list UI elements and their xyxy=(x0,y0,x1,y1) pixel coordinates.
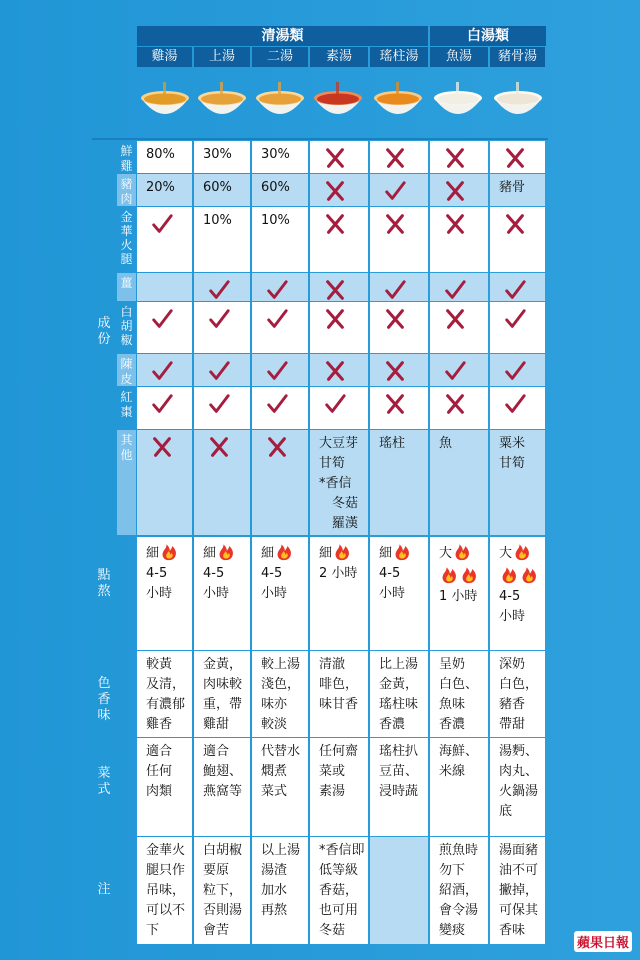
flame-icon xyxy=(439,564,459,584)
category-label-ingredients: 成 份 xyxy=(97,316,111,347)
cell-text: 比上湯 金黃， 瑤柱味 香濃 xyxy=(379,657,419,732)
cross-icon xyxy=(384,393,406,415)
cell-text: 60% xyxy=(203,180,232,195)
cell-text: 白胡椒 要原 粒下， 否則湯 會苦 xyxy=(203,843,243,938)
flame-group xyxy=(159,546,179,561)
table-cell xyxy=(194,387,250,429)
table-cell xyxy=(370,387,428,429)
heat-size-label: 大 xyxy=(439,546,453,561)
table-cell xyxy=(310,273,368,301)
section-label-strip xyxy=(117,537,136,650)
table-cell-dish xyxy=(430,738,488,836)
soup-bowl-image xyxy=(139,82,191,128)
table-cell-note xyxy=(252,837,308,944)
heat-time: 2 小時 xyxy=(319,566,358,581)
cross-icon xyxy=(444,308,466,330)
table-cell xyxy=(430,430,488,535)
table-cell xyxy=(430,354,488,386)
column-header: 瑤柱湯 xyxy=(370,47,428,67)
heat-time: 4-5 小時 xyxy=(203,566,230,601)
cell-text: 粟米 甘筍 xyxy=(499,436,526,471)
cell-text: 30% xyxy=(203,147,232,162)
heat-size-label: 大 xyxy=(499,546,513,561)
category-label-color: 色 香 味 xyxy=(97,676,111,723)
cell-text: 較黃 及清， 有濃郁 雞香 xyxy=(146,657,186,732)
cell-text: 煎魚時 勿下 紹酒， 會令湯 變痰 xyxy=(439,843,479,938)
soup-bowl-image xyxy=(372,82,424,128)
cell-text: 魚 xyxy=(439,436,453,451)
soup-bowl-image xyxy=(432,82,484,128)
cell-text: 金華火 腿只作 吊味， 可以不 下 xyxy=(146,843,186,938)
category-label-dish: 菜 式 xyxy=(97,766,111,797)
flame-icon xyxy=(519,564,539,584)
table-cell-heat xyxy=(310,537,368,650)
check-icon xyxy=(151,308,173,330)
section-label-strip xyxy=(117,837,136,944)
table-cell xyxy=(137,207,192,272)
cell-text: 海鮮、 米線 xyxy=(439,744,479,779)
cell-text: 瑤柱扒 豆苗、 浸時蔬 xyxy=(379,744,419,799)
table-cell-note xyxy=(370,837,428,944)
soup-bowl-icon xyxy=(254,82,306,128)
cell-text: 適合 鮑翅、 燕窩等 xyxy=(203,744,243,799)
table-cell xyxy=(194,141,250,173)
table-cell-color xyxy=(490,651,545,737)
category-label-heat: 點 熬 xyxy=(97,568,111,599)
column-header: 上湯 xyxy=(194,47,250,67)
soup-bowl-icon xyxy=(372,82,424,128)
table-cell xyxy=(430,302,488,353)
row-label: 紅 棗 xyxy=(120,390,133,419)
table-cell xyxy=(370,174,428,206)
heat-size-label: 細 xyxy=(146,546,160,561)
cross-icon xyxy=(324,180,346,202)
cell-text: 湯麪、 肉丸、 火鍋湯 底 xyxy=(499,744,539,819)
check-icon xyxy=(266,360,288,382)
table-cell xyxy=(194,302,250,353)
table-cell-heat xyxy=(194,537,250,650)
table-cell-dish xyxy=(194,738,250,836)
cross-icon xyxy=(324,213,346,235)
cross-icon xyxy=(324,360,346,382)
heat-size-label: 細 xyxy=(379,546,393,561)
cross-icon xyxy=(324,147,346,169)
soup-bowl-image xyxy=(196,82,248,128)
cross-icon xyxy=(324,279,346,301)
row-label: 白 胡 椒 xyxy=(120,305,133,347)
cell-text: 任何齋 菜或 素湯 xyxy=(319,744,359,799)
cell-text: 30% xyxy=(261,147,290,162)
soup-bowl-icon xyxy=(196,82,248,128)
table-cell-heat xyxy=(252,537,308,650)
column-header: 素湯 xyxy=(310,47,368,67)
row-label: 金 華 火 腿 xyxy=(120,210,133,266)
table-cell xyxy=(430,207,488,272)
check-icon xyxy=(504,279,526,301)
soup-bowl-image xyxy=(254,82,306,128)
table-cell xyxy=(430,174,488,206)
row-label: 鮮 雞 xyxy=(120,144,133,173)
table-cell xyxy=(194,207,250,272)
flame-group xyxy=(274,546,294,561)
table-cell xyxy=(137,141,192,173)
check-icon xyxy=(266,393,288,415)
table-cell xyxy=(490,302,545,353)
table-cell-color xyxy=(137,651,192,737)
check-icon xyxy=(384,279,406,301)
heat-size-label: 細 xyxy=(261,546,275,561)
cell-text: 適合 任何 肉類 xyxy=(146,744,173,799)
table-cell xyxy=(490,387,545,429)
row-label: 薑 xyxy=(117,273,136,301)
heat-size-label: 細 xyxy=(203,546,217,561)
heat-time: 4-5 小時 xyxy=(146,566,173,601)
table-cell xyxy=(370,302,428,353)
table-cell xyxy=(194,273,250,301)
table-cell-dish xyxy=(490,738,545,836)
column-header: 魚湯 xyxy=(430,47,488,67)
flame-icon xyxy=(216,541,236,561)
check-icon xyxy=(151,393,173,415)
table-cell xyxy=(252,430,308,535)
flame-group xyxy=(332,546,352,561)
table-cell xyxy=(137,174,192,206)
table-cell xyxy=(194,430,250,535)
table-cell xyxy=(252,141,308,173)
cell-text: 豬骨 xyxy=(499,180,526,195)
check-icon xyxy=(208,393,230,415)
table-cell-dish xyxy=(137,738,192,836)
table-cell-dish xyxy=(370,738,428,836)
table-cell xyxy=(194,174,250,206)
column-header: 豬骨湯 xyxy=(490,47,545,67)
table-cell xyxy=(310,387,368,429)
header-divider xyxy=(92,138,548,140)
group-header-white-soups: 白湯類 xyxy=(430,26,546,46)
cell-text: 10% xyxy=(261,213,290,228)
soup-bowl-icon xyxy=(312,82,364,128)
table-cell-note xyxy=(194,837,250,944)
table-cell xyxy=(252,273,308,301)
cross-icon xyxy=(324,308,346,330)
column-header: 二湯 xyxy=(252,47,308,67)
flame-group xyxy=(392,546,412,561)
row-label: 豬 肉 xyxy=(117,174,136,206)
table-cell-color xyxy=(194,651,250,737)
check-icon xyxy=(266,308,288,330)
table-cell xyxy=(490,207,545,272)
check-icon xyxy=(504,360,526,382)
table-cell-note xyxy=(310,837,368,944)
table-cell xyxy=(137,273,192,301)
table-cell-note xyxy=(430,837,488,944)
soup-bowl-image xyxy=(492,82,544,128)
table-cell xyxy=(252,207,308,272)
cell-text: 呈奶 白色、 魚味 香濃 xyxy=(439,657,479,732)
cross-icon xyxy=(444,180,466,202)
check-icon xyxy=(504,308,526,330)
cell-text: 代替水 燜煮 菜式 xyxy=(261,744,301,799)
check-icon xyxy=(384,180,406,202)
cell-text: 大豆芽 甘筍 *香信 冬菇 羅漢 xyxy=(319,436,359,531)
flame-icon xyxy=(159,541,179,561)
apple-daily-logo: 蘋果日報 xyxy=(574,931,632,952)
table-cell xyxy=(252,387,308,429)
cell-text: 10% xyxy=(203,213,232,228)
flame-icon xyxy=(392,541,412,561)
cross-icon xyxy=(384,213,406,235)
cross-icon xyxy=(266,436,288,458)
cross-icon xyxy=(444,147,466,169)
table-cell-heat xyxy=(370,537,428,650)
table-cell xyxy=(370,141,428,173)
cross-icon xyxy=(444,213,466,235)
cross-icon xyxy=(384,308,406,330)
soup-bowl-icon xyxy=(432,82,484,128)
check-icon xyxy=(504,393,526,415)
cross-icon xyxy=(384,360,406,382)
cell-text: *香信即 低等級 香菇， 也可用 冬菇 xyxy=(319,843,365,938)
check-icon xyxy=(444,360,466,382)
check-icon xyxy=(151,360,173,382)
table-cell-color xyxy=(370,651,428,737)
check-icon xyxy=(208,279,230,301)
table-cell xyxy=(252,354,308,386)
heat-time: 4-5 小時 xyxy=(499,589,526,624)
table-cell-heat xyxy=(430,537,488,650)
table-cell xyxy=(252,174,308,206)
table-cell xyxy=(370,430,428,535)
table-cell xyxy=(310,430,368,535)
table-cell xyxy=(137,302,192,353)
table-cell-note xyxy=(490,837,545,944)
table-cell xyxy=(490,354,545,386)
table-cell xyxy=(370,273,428,301)
heat-size-label: 細 xyxy=(319,546,333,561)
flame-icon xyxy=(274,541,294,561)
cell-text: 80% xyxy=(146,147,175,162)
cell-text: 較上湯 淺色， 味亦 較淡 xyxy=(261,657,301,732)
flame-icon xyxy=(332,541,352,561)
table-cell xyxy=(194,354,250,386)
heat-time: 4-5 小時 xyxy=(379,566,406,601)
table-cell xyxy=(430,387,488,429)
cell-text: 20% xyxy=(146,180,175,195)
category-label-note: 注 xyxy=(97,882,111,897)
heat-time: 4-5 小時 xyxy=(261,566,288,601)
group-header-clear-soups: 清湯類 xyxy=(137,26,428,46)
cross-icon xyxy=(504,147,526,169)
column-header: 雞湯 xyxy=(137,47,192,67)
table-cell-note xyxy=(137,837,192,944)
cell-text: 金黃， 肉味較 重，帶 雞甜 xyxy=(203,657,243,732)
table-cell-color xyxy=(252,651,308,737)
section-label-strip xyxy=(117,738,136,836)
table-cell xyxy=(490,141,545,173)
row-label: 陳 皮 xyxy=(117,354,136,386)
check-icon xyxy=(151,213,173,235)
flame-icon xyxy=(499,564,519,584)
table-cell xyxy=(370,207,428,272)
table-cell-dish xyxy=(252,738,308,836)
table-cell xyxy=(490,273,545,301)
table-cell xyxy=(310,302,368,353)
table-cell xyxy=(137,430,192,535)
table-cell xyxy=(370,354,428,386)
soup-bowl-icon xyxy=(139,82,191,128)
table-cell xyxy=(490,430,545,535)
table-cell xyxy=(252,302,308,353)
cell-text: 湯面豬 油不可 撇掉， 可保其 香味 xyxy=(499,843,539,938)
table-cell-heat xyxy=(137,537,192,650)
cross-icon xyxy=(151,436,173,458)
table-cell xyxy=(310,141,368,173)
cross-icon xyxy=(208,436,230,458)
soup-bowl-icon xyxy=(492,82,544,128)
table-cell xyxy=(310,174,368,206)
table-cell-color xyxy=(310,651,368,737)
cell-text: 瑤柱 xyxy=(379,436,406,451)
check-icon xyxy=(324,393,346,415)
table-cell-heat xyxy=(490,537,545,650)
cell-text: 60% xyxy=(261,180,290,195)
cell-text: 清澈 啡色， 味甘香 xyxy=(319,657,359,712)
cross-icon xyxy=(504,213,526,235)
table-cell-color xyxy=(430,651,488,737)
flame-icon xyxy=(512,541,532,561)
flame-group xyxy=(216,546,236,561)
soup-bowl-image xyxy=(312,82,364,128)
check-icon xyxy=(208,308,230,330)
cross-icon xyxy=(384,147,406,169)
table-cell-dish xyxy=(310,738,368,836)
table-cell xyxy=(430,273,488,301)
table-cell xyxy=(490,174,545,206)
row-label: 其 他 xyxy=(117,430,136,535)
table-cell xyxy=(137,387,192,429)
check-icon xyxy=(208,360,230,382)
table-cell xyxy=(137,354,192,386)
heat-time: 1 小時 xyxy=(439,589,478,604)
cell-text: 以上湯 湯渣 加水 再熬 xyxy=(261,843,301,918)
table-cell xyxy=(310,354,368,386)
cell-text: 深奶 白色， 豬香 帶甜 xyxy=(499,657,539,732)
cross-icon xyxy=(444,393,466,415)
table-cell xyxy=(310,207,368,272)
section-label-strip xyxy=(117,651,136,737)
flame-icon xyxy=(459,564,479,584)
check-icon xyxy=(266,279,288,301)
table-cell xyxy=(430,141,488,173)
flame-icon xyxy=(452,541,472,561)
check-icon xyxy=(444,279,466,301)
